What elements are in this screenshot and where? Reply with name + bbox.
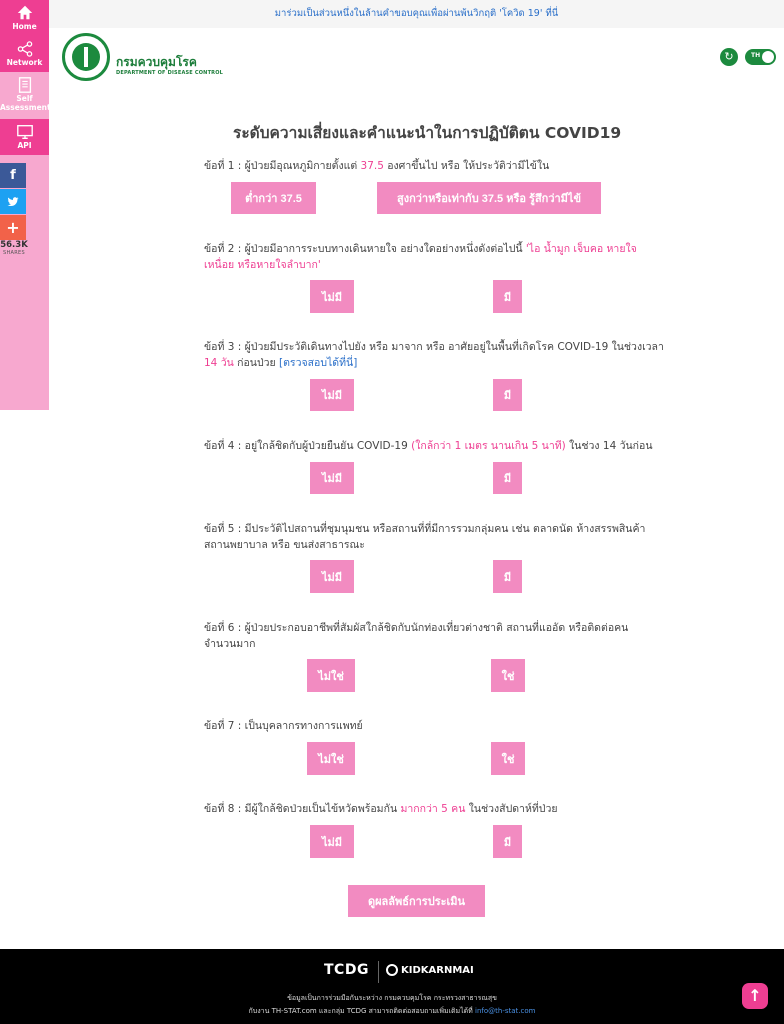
footer-line-2-text: กับงาน TH-STAT.com และกลุ่ม TCDG สามารถติดต่อสอบถามเพิ่มเติมได้ที่: [248, 1007, 476, 1015]
footer-line-2: [0, 1006, 784, 1017]
top-banner-link[interactable]: [49, 0, 784, 28]
lightbulb-icon: [386, 964, 398, 976]
ddc-logo: [62, 33, 110, 81]
monitor-icon: [16, 123, 34, 141]
org-name-en: DEPARTMENT OF DISEASE CONTROL: [116, 70, 224, 76]
twitter-share-button[interactable]: [0, 189, 26, 214]
question-text: ในช่วงสัปดาห์ที่ป่วย: [465, 803, 558, 815]
sidebar-item-self-assessment[interactable]: [0, 72, 49, 119]
twitter-icon: [7, 195, 20, 208]
org-name: กรมควบคุมโรค: [116, 55, 197, 69]
scroll-to-top-button[interactable]: [742, 983, 768, 1009]
question-highlight: 37.5: [360, 160, 384, 172]
sidebar-item-label: API: [17, 141, 32, 150]
question-text: ข้อที่ 6 : ผู้ป่วยประกอบอาชีพที่สัมผัสใกล้ชิดกับนักท่องเที่ยวต่างชาติ สถานที่แออัด หรือติดต่อคนจำนวนมาก: [204, 622, 629, 650]
tcdg-logo: TCDG: [324, 962, 369, 978]
sidebar-item-label: Home: [12, 22, 37, 31]
sidebar: [0, 0, 49, 410]
q3-no-button[interactable]: ไม่มี: [310, 379, 354, 411]
language-label: TH: [751, 52, 761, 59]
facebook-share-button[interactable]: [0, 163, 26, 188]
share-count: [0, 240, 28, 256]
q5-no-button[interactable]: ไม่มี: [310, 560, 354, 593]
question-1: [204, 158, 664, 174]
question-text: ข้อที่ 1 : ผู้ป่วยมีอุณหภูมิกายตั้งแต่: [204, 160, 361, 172]
sidebar-item-network[interactable]: [0, 36, 49, 72]
question-7: [204, 718, 664, 734]
page-title: ระดับความเสี่ยงและคำแนะนำในการปฏิบัติตน COVID19: [233, 124, 622, 142]
question-text: ข้อที่ 5 : มีประวัติไปสถานที่ชุมนุมชน หรือสถานที่ที่มีการรวมกลุ่มคน เช่น ตลาดนัด ห้างสรรพสินค้า สถานพยาบาล หรือ ขนส่งสาธารณะ: [204, 523, 646, 551]
share-count-number: 56.3K: [0, 240, 28, 250]
kidkarnmai-text: KIDKARNMAI: [401, 965, 474, 976]
q7-yes-button[interactable]: ใช่: [491, 742, 525, 775]
footer-divider: [378, 961, 379, 983]
question-text: ก่อนป่วย: [233, 357, 280, 369]
banner-text: มาร่วมเป็นส่วนหนึ่งในล้านคำขอบคุณเพื่อผ่านพ้นวิกฤติ 'โควิด 19' ที่นี่: [274, 8, 559, 19]
share-network-icon: [16, 40, 34, 58]
share-count-label: SHARES: [3, 250, 25, 256]
sidebar-item-label: Self: [16, 94, 33, 103]
q7-no-button[interactable]: ไม่ใช่: [307, 742, 355, 775]
question-text: ข้อที่ 8 : มีผู้ใกล้ชิดป่วยเป็นไข้หวัดพร้อมกัน: [204, 803, 401, 815]
check-here-link[interactable]: [ตรวจสอบได้ที่นี่]: [279, 357, 358, 369]
q3-yes-button[interactable]: มี: [493, 379, 522, 411]
question-text: ข้อที่ 2 : ผู้ป่วยมีอาการระบบทางเดินหายใจ อย่างใดอย่างหนึ่งดังต่อไปนี้: [204, 243, 526, 255]
question-8: [204, 801, 664, 817]
q2-yes-button[interactable]: มี: [493, 280, 522, 313]
question-6: [204, 620, 644, 652]
document-icon: [16, 76, 34, 94]
kidkarnmai-logo: [386, 964, 474, 976]
q2-no-button[interactable]: ไม่มี: [310, 280, 354, 313]
view-results-button[interactable]: ดูผลลัพธ์การประเมิน: [348, 885, 485, 917]
plus-icon: +: [6, 218, 20, 237]
footer-line-1: ข้อมูลเป็นการร่วมมือกันระหว่าง กรมควบคุมโรค กระทรวงสาธารณสุข: [287, 994, 497, 1002]
question-highlight: (ใกล้กว่า 1 เมตร นานเกิน 5 นาที): [411, 440, 566, 452]
question-2: [204, 241, 649, 273]
footer: [0, 949, 784, 1024]
q6-yes-button[interactable]: ใช่: [491, 659, 525, 692]
question-highlight: 14 วัน: [204, 357, 234, 369]
question-3: [204, 339, 664, 371]
question-text: องศาขึ้นไป หรือ ให้ประวัติว่ามีไข้ใน: [383, 160, 550, 172]
language-toggle[interactable]: [745, 49, 776, 65]
home-icon: [16, 4, 34, 22]
question-4: [204, 438, 664, 454]
toggle-knob: [762, 51, 774, 63]
question-text: ในช่วง 14 วันก่อน: [565, 440, 653, 452]
question-text: ข้อที่ 7 : เป็นบุคลากรทางการแพทย์: [204, 720, 363, 732]
sidebar-item-home[interactable]: [0, 0, 49, 36]
q1-below-37-button[interactable]: ต่ำกว่า 37.5: [231, 182, 316, 214]
question-text: ข้อที่ 4 : อยู่ใกล้ชิดกับผู้ป่วยยืนยัน COVID-19: [204, 440, 412, 452]
sidebar-item-api[interactable]: [0, 119, 49, 155]
q1-above-37-button[interactable]: สูงกว่าหรือเท่ากับ 37.5 หรือ รู้สึกว่ามีไข้: [377, 182, 601, 214]
sidebar-item-label: Network: [6, 58, 43, 67]
sidebar-item-label-line2: Assessment: [0, 103, 51, 112]
q4-no-button[interactable]: ไม่มี: [310, 462, 354, 494]
question-highlight: มากกว่า 5 คน: [400, 803, 466, 815]
facebook-icon: f: [10, 168, 16, 183]
q8-yes-button[interactable]: มี: [493, 825, 522, 858]
arrow-up-icon: ↑: [748, 986, 762, 1005]
question-highlight: 'ไอ น้ำมูก เจ็บคอ หายใจเหนื่อย หรือหายใจลำบาก': [204, 243, 637, 271]
q4-yes-button[interactable]: มี: [493, 462, 522, 494]
refresh-button[interactable]: [720, 48, 738, 66]
refresh-icon: ↻: [724, 50, 734, 63]
footer-email-link[interactable]: info@th-stat.com: [475, 1007, 536, 1015]
q8-no-button[interactable]: ไม่มี: [310, 825, 354, 858]
question-text: ข้อที่ 3 : ผู้ป่วยมีประวัติเดินทางไปยัง หรือ มาจาก หรือ อาศัยอยู่ในพื้นที่เกิดโรค COVID-19 ในช่วงเวลา: [204, 341, 664, 353]
question-5: [204, 521, 649, 553]
q5-yes-button[interactable]: มี: [493, 560, 522, 593]
q6-no-button[interactable]: ไม่ใช่: [307, 659, 355, 692]
more-share-button[interactable]: [0, 215, 26, 240]
